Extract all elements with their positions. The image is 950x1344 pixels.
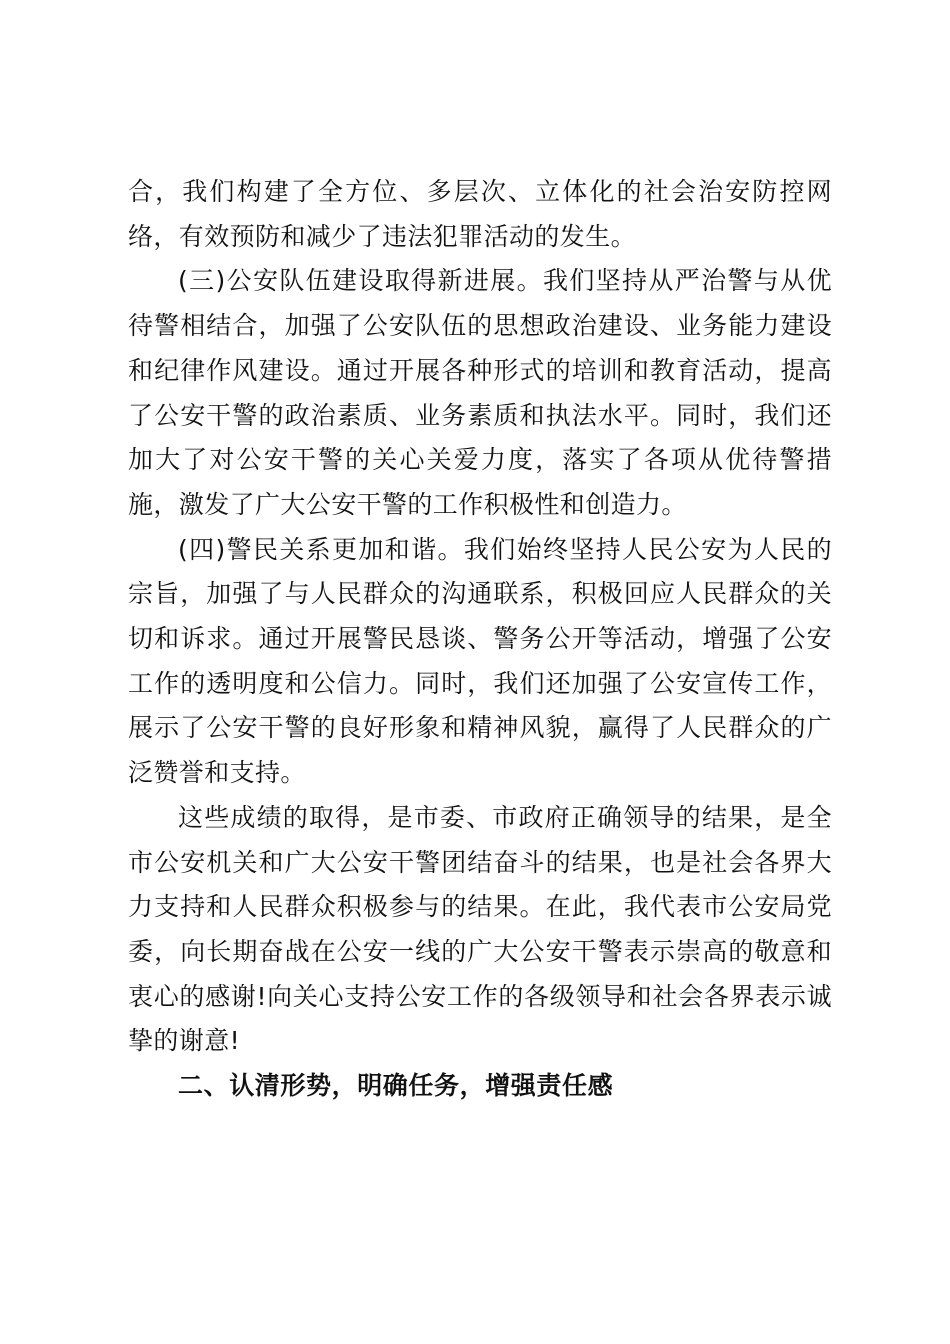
document-body	[128, 170, 832, 1109]
paragraph-team-building: (三)公安队伍建设取得新进展。我们坚持从严治警与从优待警相结合，加强了公安队伍的思想政治建设、业务能力建设和纪律作风建设。通过开展各种形式的培训和教育活动，提高了公安干警的政治素质、业务素质和执法水平。同时，我们还加大了对公安干警的关心关爱力度，落实了各项从优待警措施，激发了广大公安干警的工作积极性和创造力。	[128, 266, 832, 519]
paragraph-police-relations: (四)警民关系更加和谐。我们始终坚持人民公安为人民的宗旨，加强了与人民群众的沟通联系，积极回应人民群众的关切和诉求。通过开展警民恳谈、警务公开等活动，增强了公安工作的透明度和公信力。同时，我们还加强了公安宣传工作，展示了公安干警的良好形象和精神风貌，赢得了人民群众的广泛赞誉和支持。	[128, 534, 832, 788]
section-heading: 二、认清形势，明确任务，增强责任感	[178, 1071, 614, 1101]
paragraph-achievements-summary: 这些成绩的取得，是市委、市政府正确领导的结果，是全市公安机关和广大公安干警团结奋斗的结果，也是社会各界大力支持和人民群众积极参与的结果。在此，我代表市公安局党委，向长期奋战在公安一线的广大公安干警表示崇高的敬意和衷心的感谢!向关心支持公安工作的各级领导和社会各界表示诚挚的谢意!	[128, 802, 832, 1056]
paragraph-continuation: 合，我们构建了全方位、多层次、立体化的社会治安防控网络，有效预防和减少了违法犯罪活动的发生。	[128, 177, 832, 251]
